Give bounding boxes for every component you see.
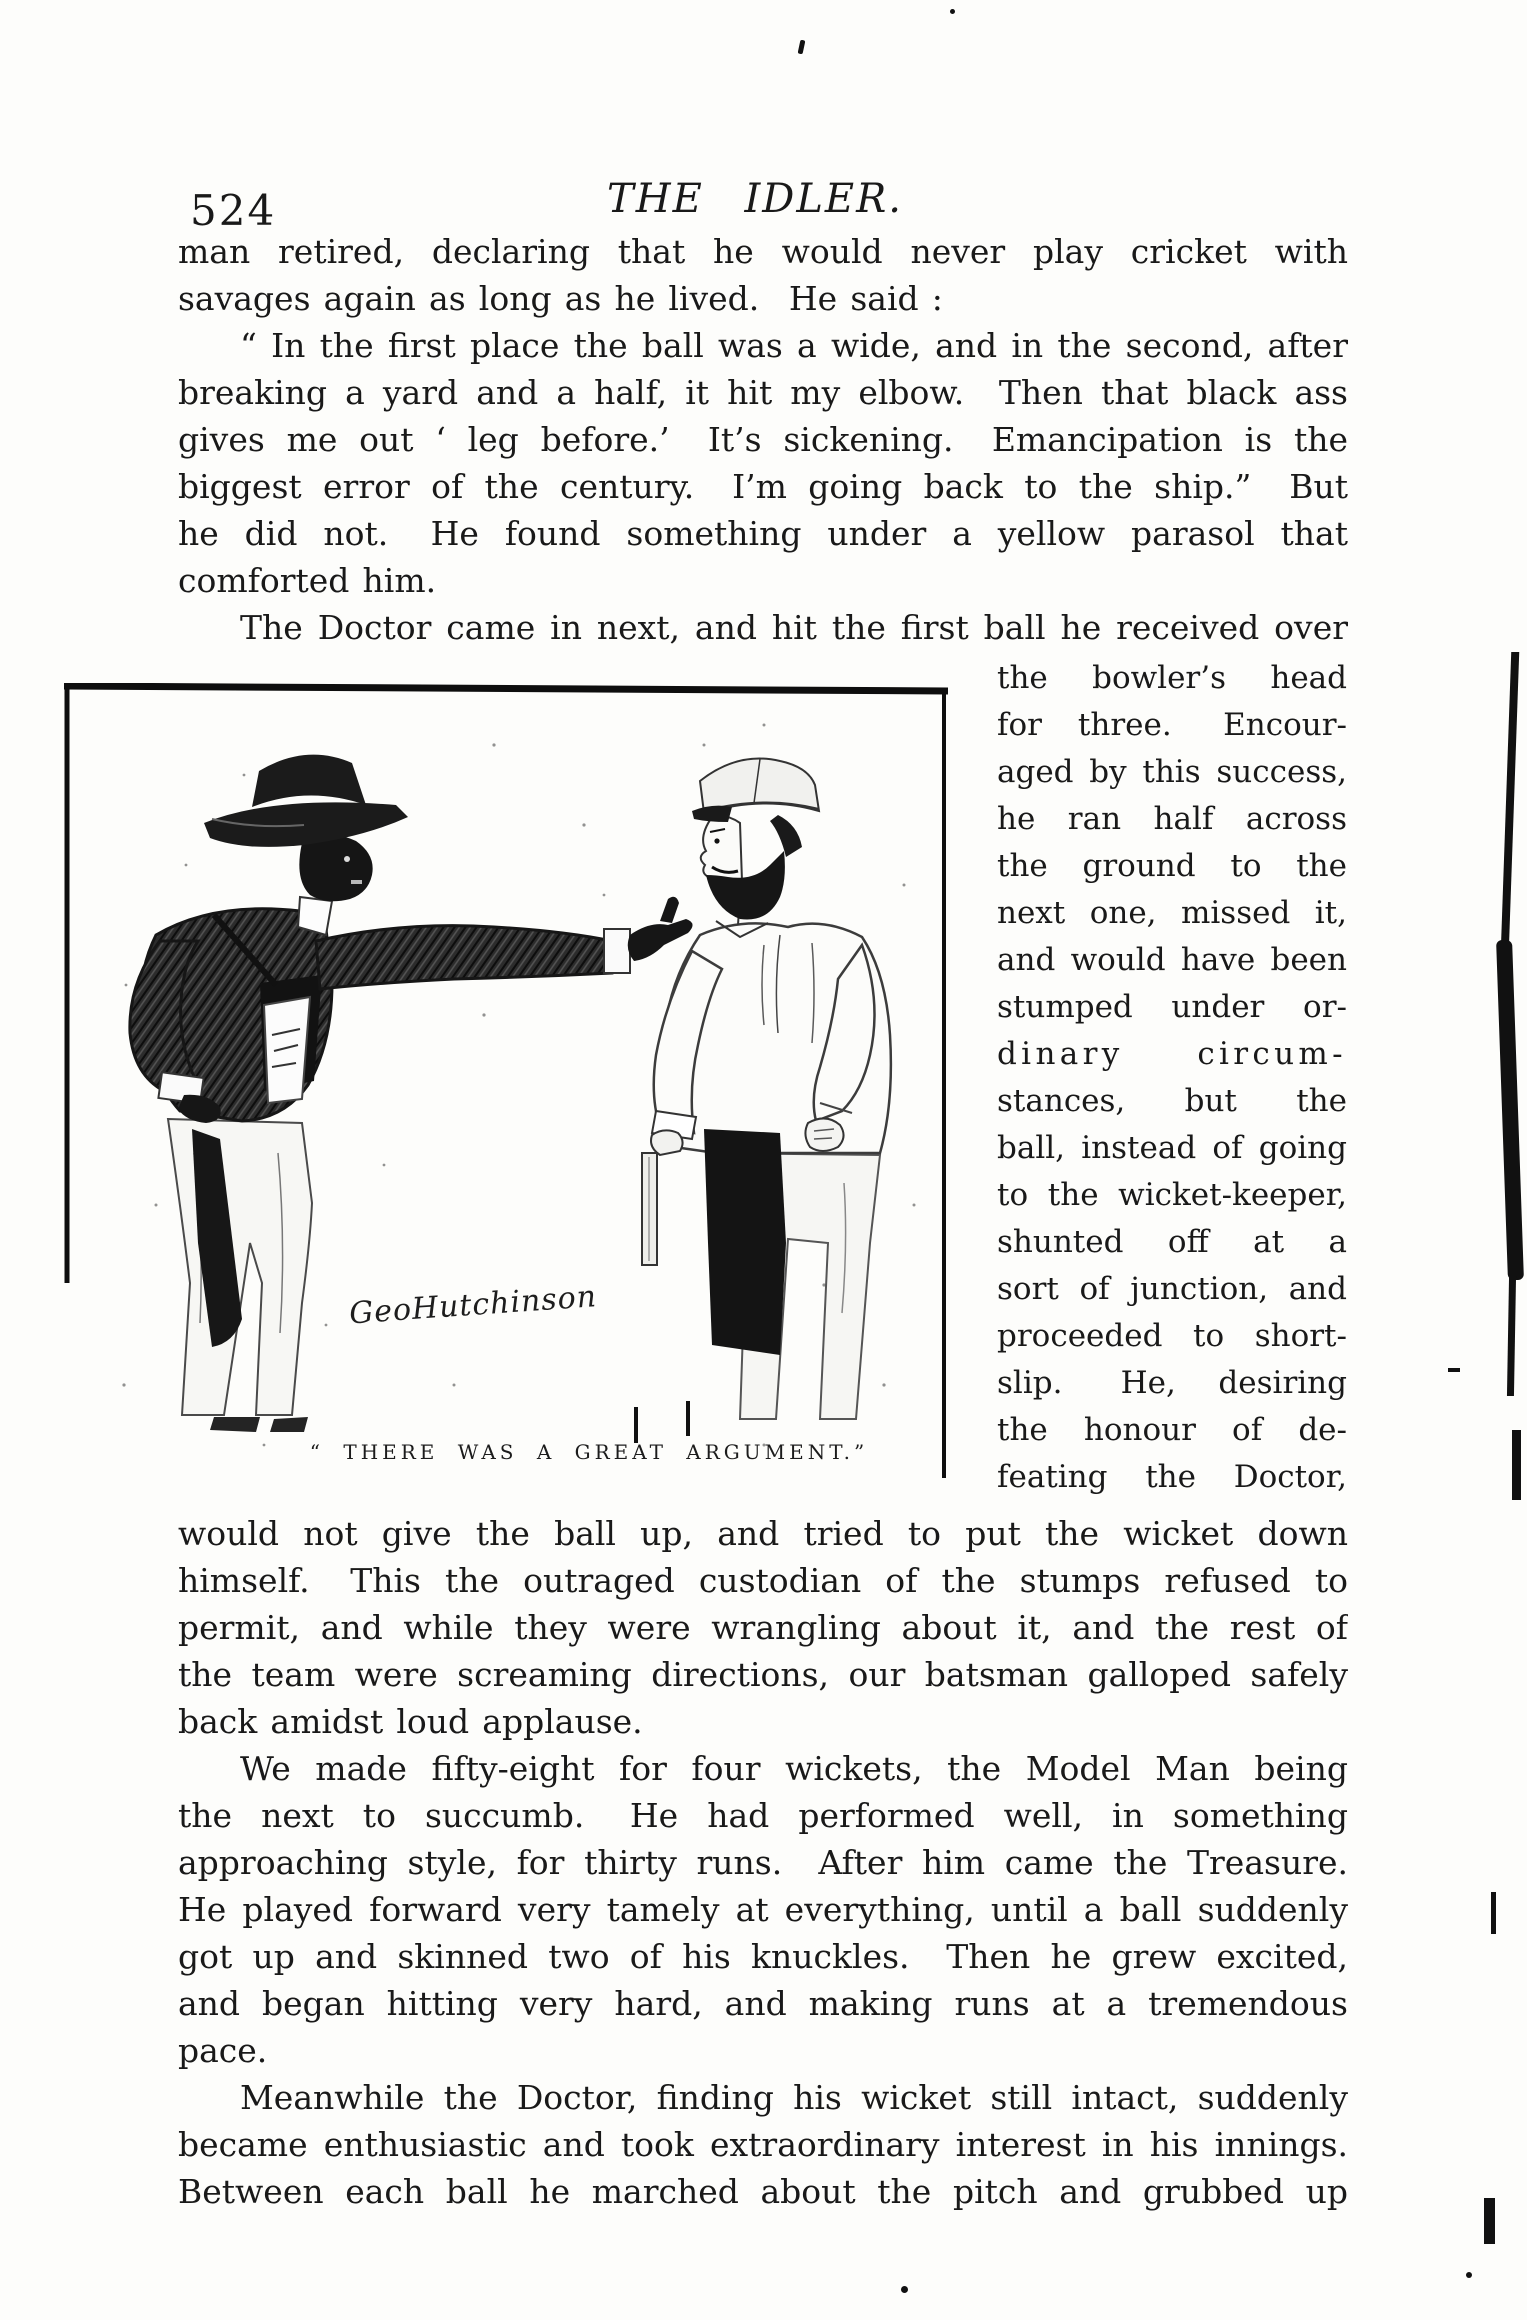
text-line: and would have been <box>997 942 1347 978</box>
text-line: permit, and while they were wrangling about it, and the rest of <box>178 1608 1348 1647</box>
text-line: the team were screaming directions, our batsman galloped safely <box>178 1655 1348 1694</box>
text-line: aged by this success, <box>997 754 1347 790</box>
text-line: comforted him. <box>178 561 437 600</box>
text-line: the ground to the <box>997 848 1347 884</box>
text-line: We made fifty-eight for four wickets, the Model Man being <box>240 1749 1348 1788</box>
text-line: breaking a yard and a half, it hit my elbow. Then that black ass <box>178 373 1348 412</box>
scan-artifact <box>1484 2198 1495 2244</box>
text-line: and began hitting very hard, and making runs at a tremendous <box>178 1984 1348 2023</box>
scan-artifact <box>1491 1892 1496 1934</box>
text-line: He played forward very tamely at everything, until a ball suddenly <box>178 1890 1348 1929</box>
text-line: would not give the ball up, and tried to put the wicket down <box>178 1514 1348 1553</box>
text-line: ball, instead of going <box>997 1130 1347 1166</box>
text-line: man retired, declaring that he would never play cricket with <box>178 232 1348 271</box>
text-line: savages again as long as he lived. He said : <box>178 279 943 318</box>
text-line: feating the Doctor, <box>997 1459 1347 1495</box>
illustration-frame <box>64 683 948 1498</box>
paragraph-block-top <box>178 228 1348 651</box>
text-line: shunted off at a <box>997 1224 1347 1260</box>
text-line: pace. <box>178 2031 268 2070</box>
journal-title: THE IDLER. <box>607 176 903 222</box>
text-line: stumped under or- <box>997 989 1347 1025</box>
text-line: got up and skinned two of his knuckles. Then he grew excited, <box>178 1937 1348 1976</box>
text-line: back amidst loud applause. <box>178 1702 643 1741</box>
text-line: to the wicket-keeper, <box>997 1177 1347 1213</box>
text-line: approaching style, for thirty runs. After him came the Treasure. <box>178 1843 1348 1882</box>
text-line: he ran half across <box>997 801 1347 837</box>
page-number: 524 <box>190 186 277 235</box>
text-line: “ In the first place the ball was a wide, and in the second, after <box>240 326 1348 365</box>
text-line: he did not. He found something under a yellow parasol that <box>178 514 1348 553</box>
text-line: for three. Encour- <box>997 707 1347 743</box>
text-line: next one, missed it, <box>997 895 1347 931</box>
text-line: Meanwhile the Doctor, finding his wicket still intact, suddenly <box>240 2078 1348 2117</box>
text-line: dinary circum- <box>997 1036 1347 1072</box>
left-figure-umpire <box>130 755 693 1432</box>
text-line: Between each ball he marched about the pitch and grubbed up <box>178 2172 1348 2211</box>
scan-artifact <box>1512 1430 1521 1500</box>
scan-artifact <box>950 9 955 14</box>
ink-ticks <box>636 1401 688 1443</box>
text-line: the next to succumb. He had performed well, in something <box>178 1796 1348 1835</box>
text-line: slip. He, desiring <box>997 1365 1347 1401</box>
artist-signature: GeoHutchinson <box>348 1279 599 1332</box>
text-line: became enthusiastic and took extraordinary interest in his innings. <box>178 2125 1348 2164</box>
illustration-drawing <box>64 683 948 1498</box>
text-line: gives me out ‘ leg before.’ It’s sickening. Emancipation is the <box>178 420 1348 459</box>
paragraph-block-wrapped <box>997 655 1347 1501</box>
scan-artifact <box>1466 2272 1472 2278</box>
text-line: the bowler’s head <box>997 660 1347 696</box>
scan-artifact <box>1448 1368 1460 1372</box>
paragraph-block-bottom <box>178 1510 1348 2215</box>
scan-artifact <box>1496 940 1524 1280</box>
scan-artifact <box>1507 1276 1516 1396</box>
frame-border-top <box>64 686 948 691</box>
text-line: proceeded to short- <box>997 1318 1347 1354</box>
text-line: The Doctor came in next, and hit the first ball he received over <box>240 608 1348 647</box>
scan-artifact <box>798 40 806 55</box>
text-line: biggest error of the century. I’m going back to the ship.” But <box>178 467 1348 506</box>
scan-artifact <box>901 2286 908 2293</box>
illustration-caption: “ THERE WAS A GREAT ARGUMENT.” <box>309 1440 869 1464</box>
text-line: the honour of de- <box>997 1412 1347 1448</box>
text-line: sort of junction, and <box>997 1271 1347 1307</box>
right-figure-batsman <box>642 759 891 1420</box>
scan-artifact <box>1501 652 1519 952</box>
text-line: stances, but the <box>997 1083 1347 1119</box>
text-line: himself. This the outraged custodian of the stumps refused to <box>178 1561 1348 1600</box>
